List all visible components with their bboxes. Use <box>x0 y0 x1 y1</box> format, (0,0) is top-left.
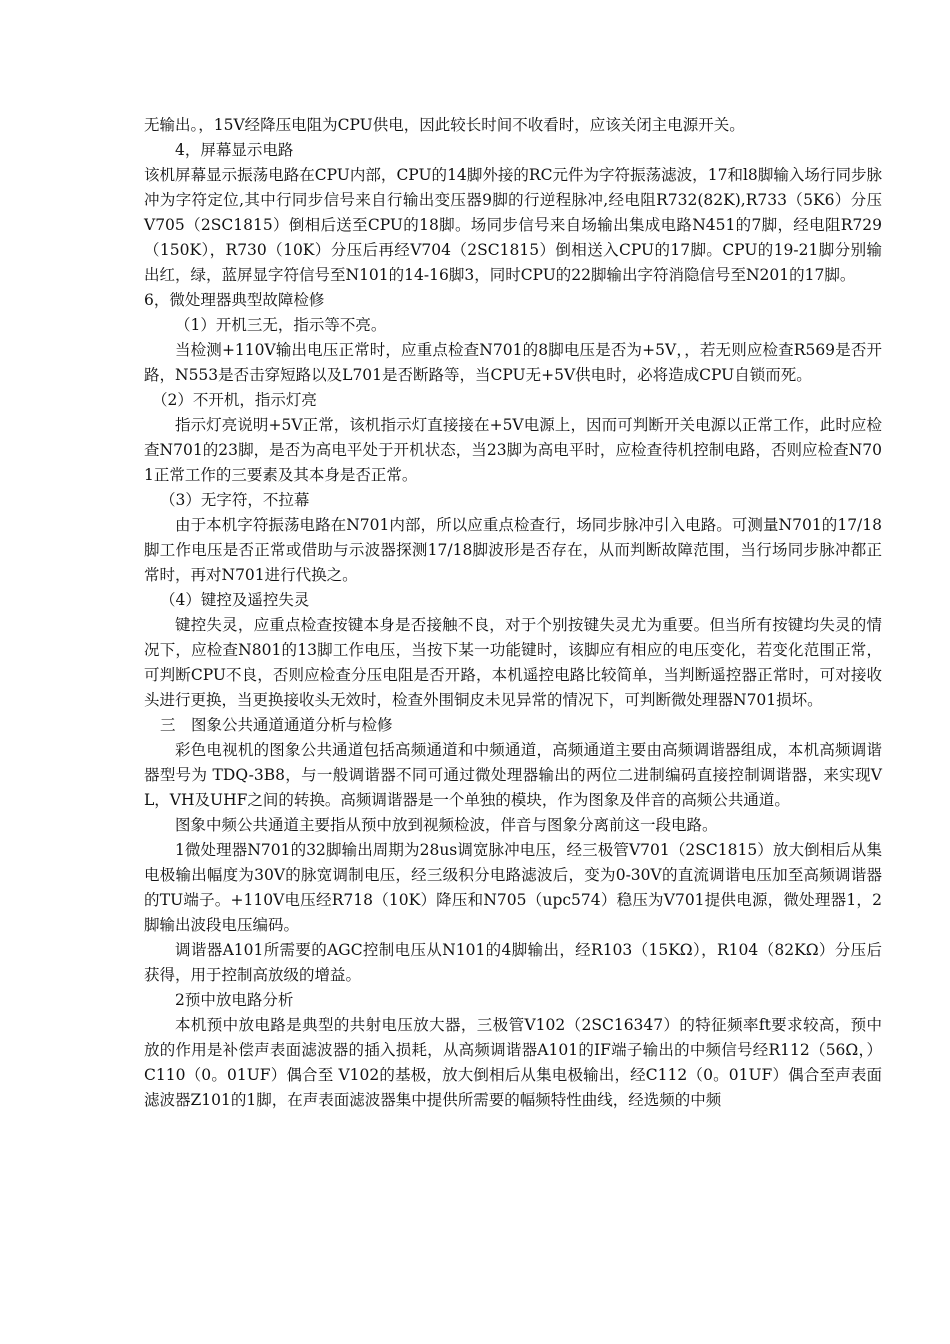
paragraph: 当检测+110V输出电压正常时，应重点检查N701的8脚电压是否为+5V，，若无则应检查R569是否开路，N553是否击穿短路以及L701是否断路等，当CPU无+5V供电时，必将造成CPU自锁而死。 <box>144 341 882 384</box>
paragraph: 键控失灵，应重点检查按键本身是否接触不良，对于个别按键失灵尤为重要。但当所有按键均失灵的情况下，应检查N801的13脚工作电压，当按下某一功能键时，该脚应有相应的电压变化，若变化范围正常，可判断CPU不良，否则应检查分压电阻是否开路，本机遥控电路比较简单，当判断遥控器正常时，可对接收头进行更换，当更换接收头无效时，检查外围铜皮未见异常的情况下，可判断微处理器N701损坏。 <box>144 616 882 709</box>
paragraph: 图象中频公共通道主要指从预中放到视频检波，伴音与图象分离前这一段电路。 <box>175 816 718 834</box>
subsection-heading: （2）不开机，指示灯亮 <box>152 391 317 409</box>
document-page <box>144 113 882 1113</box>
paragraph: 由于本机字符振荡电路在N701内部，所以应重点检查行，场同步脉冲引入电路。可测量N701的17/18脚工作电压是否正常或借助与示波器探测17/18脚波形是否存在，从而判断故障范围，当行场同步脉冲都正常时，再对N701进行代换之。 <box>144 516 882 584</box>
paragraph: 本机预中放电路是典型的共射电压放大器，三极管V102（2SC16347）的特征频率ft要求较高，预中放的作用是补偿声表面滤波器的插入损耗，从高频调谐器A101的IF端子输出的中频信号经R112（56Ω，）C110（0。01UF）偶合至 V102的基极，放大倒相后从集电极输出，经C112（0。01UF）偶合至声表面滤波器Z101的1脚，在声表面滤波器集中提供所需要的幅频特性曲线，经选频的中频 <box>144 1016 882 1109</box>
paragraph: 该机屏幕显示振荡电路在CPU内部，CPU的14脚外接的RC元件为字符振荡滤波，17和l8脚输入场行同步脉冲为字符定位,其中行同步信号来自行输出变压器9脚的行逆程脉冲,经电阻R732(82K),R733（5K6）分压 V705（2SC1815）倒相后送至CPU的18脚。场同步信号来自场输出集成电路N451的7脚，经电阻R729（150K），R730（10K）分压后再经V704（2SC1815）倒相送入CPU的17脚。CPU的19-21脚分别输出红，绿，蓝屏显字符信号至N101的14-16脚3，同时CPU的22脚输出字符消隐信号至N201的17脚。 <box>144 166 882 284</box>
paragraph: 彩色电视机的图象公共通道包括高频通道和中频通道，高频通道主要由高频调谐器组成，本机高频调谐器型号为 TDQ-3B8，与一般调谐器不同可通过微处理器输出的两位二进制编码直接控制调谐器，来实现VL，VH及UHF之间的转换。高频调谐器是一个单独的模块，作为图象及伴音的高频公共通道。 <box>144 741 882 809</box>
paragraph: 1微处理器N701的32脚输出周期为28us调宽脉冲电压，经三极管V701（2SC1815）放大倒相后从集电极输出幅度为30V的脉宽调制电压，经三级积分电路滤波后，变为0-30V的直流调谐电压加至高频调谐器的TU端子。+110V电压经R718（10K）降压和N705（upc574）稳压为V701提供电源，微处理器1，2脚输出波段电压编码。 <box>144 841 882 934</box>
subsection-heading: （3）无字符，不拉幕 <box>160 491 310 509</box>
paragraph: 指示灯亮说明+5V正常，该机指示灯直接接在+5V电源上，因而可判断开关电源以正常工作，此时应检查N701的23脚，是否为高电平处于开机状态，当23脚为高电平时，应检查待机控制电路，否则应检查N701正常工作的三要素及其本身是否正常。 <box>144 416 882 484</box>
subsection-heading: （1）开机三无，指示等不亮。 <box>175 316 387 334</box>
section-heading: 6，微处理器典型故障检修 <box>144 291 325 309</box>
paragraph: 调谐器A101所需要的AGC控制电压从N101的4脚输出，经R103（15KΩ），R104（82KΩ）分压后获得，用于控制高放级的增益。 <box>144 941 882 984</box>
paragraph: 无输出。，15V经降压电阻为CPU供电，因此较长时间不收看时，应该关闭主电源开关。 <box>144 116 745 134</box>
subsection-heading: （4）键控及遥控失灵 <box>160 591 310 609</box>
section-heading: 三 图象公共通道通道分析与检修 <box>160 716 393 734</box>
section-heading: 4，屏幕显示电路 <box>175 141 294 159</box>
subsection-heading: 2预中放电路分析 <box>175 991 294 1009</box>
